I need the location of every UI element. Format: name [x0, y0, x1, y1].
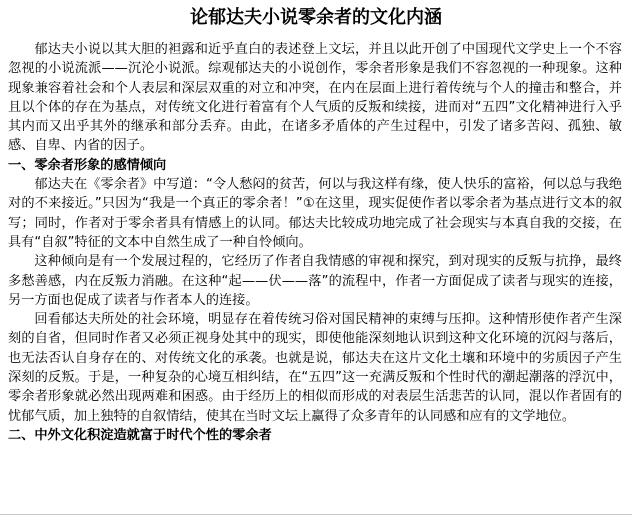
- section1-paragraph-1: 郁达夫在《零余者》中写道：“令人愁闷的贫苦，何以与我这样有缘，使人快乐的富裕，何以总与我绝对的不来接近。”只因为“我是一个真正的零余者！”①在这里，现实促使作者以零余者为基点进行文本的叙写；同时，作者对于零余者具有情感上的认同。郁达夫比较成功地完成了社会现实与本真自我的交接，在具有“自叙”特征的文本中自然生成了一种自怜倾向。: [8, 177, 622, 250]
- section-heading-2: 二、中外文化积淀造就富于时代个性的零余者: [8, 427, 272, 443]
- document-body: [8, 40, 622, 445]
- section-heading-1: 一、零余者形象的感情倾向: [8, 157, 167, 173]
- intro-paragraph: 郁达夫小说以其大胆的袒露和近乎直白的表述登上文坛，并且以此开创了中国现代文学史上一个不容忽视的小说流派——沉沦小说派。综观郁达夫的小说创作，零余者形象是我们不容忽视的一种现象。这种现象兼容着社会和个人表层和深层双重的对立和冲突，在内在层面上进行着传统与个人的撞击和整合，并且以个体的存在为基点，对传统文化进行着富有个人气质的反叛和续接，进而对“五四”文化精神进行入乎其内而又出乎其外的继承和部分丢弃。由此，在诸多矛盾体的产生过程中，引发了诸多苦闷、孤独、敏感、自卑、内省的因子。: [8, 42, 622, 154]
- bottom-divider: [0, 514, 632, 515]
- section1-paragraph-2: 这种倾向是有一个发展过程的，它经历了作者自我情感的审视和探究，到对现实的反叛与抗挣，最终多愁善感，内在反叛力消融。在这种“起——伏——落”的流程中，作者一方面促成了读者与现实的连接，另一方面也促成了读者与作者本人的连接。: [8, 254, 622, 308]
- section1-paragraph-3: 回看郁达夫所处的社会环境，明显存在着传统习俗对国民精神的束缚与压抑。这种情形使作者产生深刻的自省，但同时作者又必须正视身处其中的现实，即使他能深刻地认识到这种文化环境的沉闷与落后，也无法否认自身存在的、对传统文化的承袭。也就是说，郁达夫在这片文化土壤和环境中的劣质因子产生深刻的反叛。于是，一种复杂的心境互相纠结，在“五四”这一充满反叛和个性时代的潮起潮落的浮沉中，零余者形象就必然出现两难和困惑。由于经历上的相似而形成的对表层生活悲苦的认同，混以作者固有的忧郁气质，加上独特的自叙情结，使其在当时文坛上赢得了众多青年的认同感和应有的文学地位。: [8, 312, 622, 424]
- document-title: 论郁达夫小说零余者的文化内涵: [190, 7, 442, 28]
